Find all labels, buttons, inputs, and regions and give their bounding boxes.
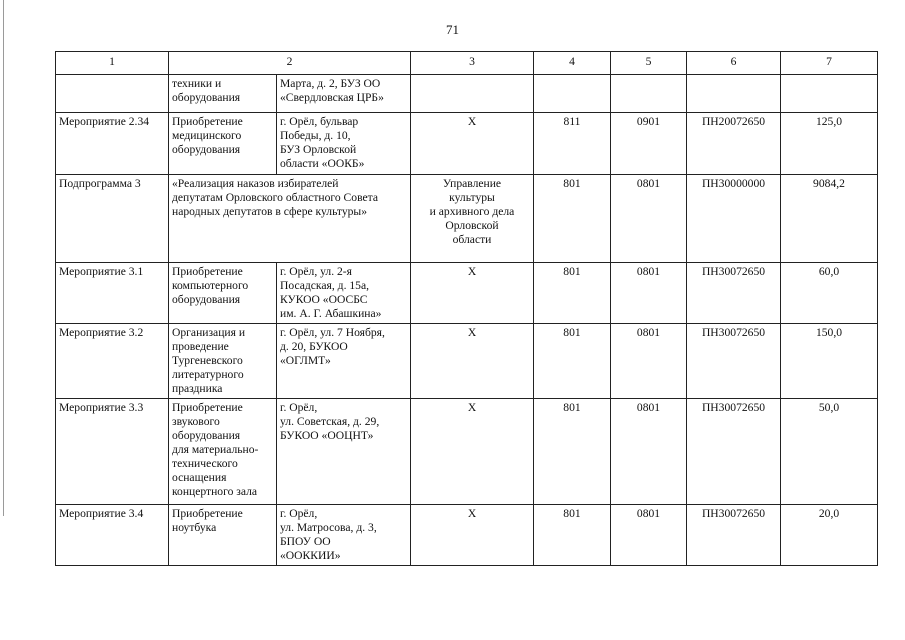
- grbs-code: [534, 75, 611, 113]
- table-row: [56, 175, 878, 263]
- executor: Х: [411, 263, 534, 324]
- header-col-2: 2: [169, 52, 411, 75]
- section-code: [611, 75, 687, 113]
- measure-name: Приобретение медицинского оборудования: [169, 113, 277, 175]
- target-code: ПН30072650: [687, 399, 781, 505]
- target-code: ПН30072650: [687, 505, 781, 566]
- amount: [781, 75, 878, 113]
- section-code: 0801: [611, 263, 687, 324]
- header-col-3: 3: [411, 52, 534, 75]
- section-code: 0901: [611, 113, 687, 175]
- grbs-code: 811: [534, 113, 611, 175]
- row-label: Мероприятие 3.2: [56, 324, 169, 399]
- row-label: Мероприятие 3.1: [56, 263, 169, 324]
- measure-address: Марта, д. 2, БУЗ ОО «Свердловская ЦРБ»: [277, 75, 411, 113]
- table-row: [56, 263, 878, 324]
- table-row: [56, 113, 878, 175]
- table-row: [56, 75, 878, 113]
- amount: 150,0: [781, 324, 878, 399]
- measure-name: Приобретение звукового оборудования для материально- технического оснащения концертного зала: [169, 399, 277, 505]
- table-row: [56, 505, 878, 566]
- target-code: ПН30072650: [687, 263, 781, 324]
- section-code: 0801: [611, 399, 687, 505]
- grbs-code: 801: [534, 175, 611, 263]
- row-label: Мероприятие 2.34: [56, 113, 169, 175]
- executor: Управление культуры и архивного дела Орловской области: [411, 175, 534, 263]
- header-col-6: 6: [687, 52, 781, 75]
- section-code: 0801: [611, 175, 687, 263]
- target-code: [687, 75, 781, 113]
- executor: Х: [411, 505, 534, 566]
- row-label: [56, 75, 169, 113]
- grbs-code: 801: [534, 399, 611, 505]
- budget-table: [55, 51, 878, 566]
- target-code: ПН20072650: [687, 113, 781, 175]
- amount: 125,0: [781, 113, 878, 175]
- header-col-5: 5: [611, 52, 687, 75]
- row-label: Мероприятие 3.4: [56, 505, 169, 566]
- grbs-code: 801: [534, 324, 611, 399]
- target-code: ПН30000000: [687, 175, 781, 263]
- grbs-code: 801: [534, 263, 611, 324]
- table-row: [56, 324, 878, 399]
- executor: Х: [411, 399, 534, 505]
- header-col-4: 4: [534, 52, 611, 75]
- section-code: 0801: [611, 324, 687, 399]
- executor: [411, 75, 534, 113]
- measure-address: г. Орёл, бульвар Победы, д. 10, БУЗ Орловской области «ООКБ»: [277, 113, 411, 175]
- measure-address: г. Орёл, ул. Советская, д. 29, БУКОО «ООЦНТ»: [277, 399, 411, 505]
- measure-name: Приобретение ноутбука: [169, 505, 277, 566]
- grbs-code: 801: [534, 505, 611, 566]
- measure-name: Организация и проведение Тургеневского литературного праздника: [169, 324, 277, 399]
- header-col-1: 1: [56, 52, 169, 75]
- target-code: ПН30072650: [687, 324, 781, 399]
- amount: 60,0: [781, 263, 878, 324]
- measure-address: г. Орёл, ул. Матросова, д. 3, БПОУ ОО «ООККИИ»: [277, 505, 411, 566]
- table-row: [56, 399, 878, 505]
- section-code: 0801: [611, 505, 687, 566]
- header-row: [56, 52, 878, 75]
- header-col-7: 7: [781, 52, 878, 75]
- page-number: 71: [446, 22, 459, 37]
- amount: 50,0: [781, 399, 878, 505]
- measure-address: г. Орёл, ул. 7 Ноября, д. 20, БУКОО «ОГЛМТ»: [277, 324, 411, 399]
- subprogram-title: «Реализация наказов избирателей депутатам Орловского областного Совета народных депутатов в сфере культуры»: [169, 175, 411, 263]
- measure-address: г. Орёл, ул. 2-я Посадская, д. 15а, КУКОО «ООСБС им. А. Г. Абашкина»: [277, 263, 411, 324]
- left-margin-line: [3, 0, 4, 516]
- row-label: Мероприятие 3.3: [56, 399, 169, 505]
- amount: 9084,2: [781, 175, 878, 263]
- executor: Х: [411, 324, 534, 399]
- measure-name: Приобретение компьютерного оборудования: [169, 263, 277, 324]
- executor: Х: [411, 113, 534, 175]
- measure-name: техники и оборудования: [169, 75, 277, 113]
- row-label: Подпрограмма 3: [56, 175, 169, 263]
- amount: 20,0: [781, 505, 878, 566]
